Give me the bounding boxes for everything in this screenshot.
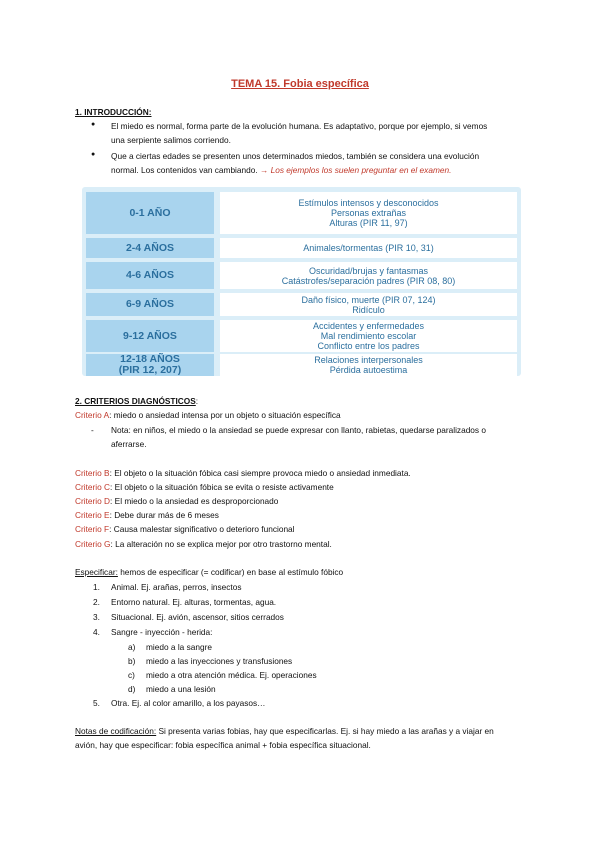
- criterion-text: : El miedo o la ansiedad es desproporcionado: [110, 496, 279, 506]
- sub-num: b): [128, 656, 136, 666]
- criteria-heading: 2. CRITERIOS DIAGNÓSTICOS: [75, 396, 196, 406]
- fear-text: Catástrofes/separación padres (PIR 08, 80): [281, 275, 456, 286]
- intro-bullet-1-line-2: una serpiente salimos corriendo.: [111, 135, 231, 145]
- fears-cell: [220, 293, 517, 316]
- sub-item: miedo a otra atención médica. Ej. operaciones: [146, 670, 317, 680]
- fears-cell: [220, 354, 517, 376]
- intro-bullet-2-text: normal. Los contenidos van cambiando.: [111, 165, 258, 175]
- criteria-heading-colon: :: [195, 396, 199, 406]
- note-dash: -: [91, 425, 94, 435]
- list-item: Animal. Ej. arañas, perros, insectos: [111, 582, 242, 592]
- age-cell: 0-1 AÑO: [86, 192, 214, 234]
- criterion-label: Criterio A: [75, 410, 110, 420]
- table-row: [82, 353, 521, 376]
- age-cell: [86, 354, 214, 376]
- fear-text: Estímulos intensos y desconocidos: [298, 198, 439, 208]
- specify-label: Especificar:: [75, 567, 118, 577]
- list-item: Situacional. Ej. avión, ascensor, sitios cerrados: [111, 612, 284, 622]
- specify-intro: [75, 567, 343, 578]
- fear-text: Alturas (PIR 11, 97): [329, 218, 408, 228]
- criterion-label: Criterio B: [75, 468, 110, 478]
- fear-text: Daño físico, muerte (PIR 07, 124): [301, 294, 436, 305]
- criterion-text: : La alteración no se explica mejor por otro trastorno mental.: [110, 539, 332, 549]
- bullet-dot: ●: [91, 151, 96, 158]
- age-cell: 2-4 AÑOS: [86, 238, 214, 258]
- sub-num: c): [128, 670, 135, 680]
- table-row: [82, 192, 521, 234]
- fears-cell: [220, 262, 517, 289]
- list-item: Entorno natural. Ej. alturas, tormentas, agua.: [111, 597, 277, 607]
- coding-text: Si presenta varias fobias, hay que especificarlas. Ej. si hay miedo a las arañas y a viajar en: [156, 726, 494, 736]
- criterion-b: [75, 468, 411, 479]
- criterion-f: [75, 524, 295, 535]
- exam-note: → Los ejemplos los suelen preguntar en el examen.: [259, 165, 452, 175]
- list-num: 3.: [93, 612, 100, 622]
- intro-heading: 1. INTRODUCCIÓN:: [75, 107, 152, 117]
- criterion-text: : miedo o ansiedad intensa por un objeto o situación específica: [109, 410, 341, 420]
- specify-text: hemos de especificar (= codificar) en base al estímulo fóbico: [117, 567, 344, 577]
- criterion-a-note-line-2: aferrarse.: [111, 439, 147, 449]
- list-num: 2.: [93, 597, 100, 607]
- age-pir-ref: (PIR 12, 207): [118, 364, 182, 376]
- age-cell: 6-9 AÑOS: [86, 293, 214, 316]
- fear-text: Conflicto entre los padres: [317, 341, 420, 351]
- sub-item: miedo a una lesión: [146, 684, 216, 694]
- criteria-heading-line: [75, 396, 198, 407]
- list-num: 1.: [93, 582, 100, 592]
- fear-text: Oscuridad/brujas y fantasmas: [308, 265, 429, 276]
- coding-notes-line-2: avión, hay que especificar: fobia específica animal + fobia específica situacional.: [75, 740, 371, 750]
- criterion-a: [75, 410, 341, 421]
- criterion-label: Criterio C: [75, 482, 111, 492]
- bullet-dot: ●: [91, 121, 96, 128]
- criterion-a-note-line-1: Nota: en niños, el miedo o la ansiedad se puede expresar con llanto, rabietas, quedarse paralizados o: [111, 425, 486, 435]
- fear-text: Animales/tormentas (PIR 10, 31): [303, 243, 434, 253]
- fears-cell: [220, 192, 517, 234]
- coding-notes-line-1: [75, 726, 494, 737]
- criterion-label: Criterio G: [75, 539, 111, 549]
- fears-cell: [220, 238, 517, 258]
- age-cell: 4-6 AÑOS: [86, 262, 214, 289]
- criterion-text: : Debe durar más de 6 meses: [109, 510, 219, 520]
- table-row: [82, 238, 521, 258]
- criterion-label: Criterio D: [75, 496, 111, 506]
- intro-bullet-2-line-2: [111, 165, 451, 176]
- fear-text: Ridículo: [352, 304, 385, 315]
- criterion-label: Criterio E: [75, 510, 110, 520]
- criterion-text: : El objeto o la situación fóbica se evita o resiste activamente: [110, 482, 334, 492]
- table-row: [82, 262, 521, 289]
- list-num: 4.: [93, 627, 100, 637]
- fears-cell: [220, 320, 517, 352]
- list-num: 5.: [93, 698, 100, 708]
- criterion-text: : Causa malestar significativo o deterioro funcional: [109, 524, 295, 534]
- criterion-d: [75, 496, 278, 507]
- page-title: TEMA 15. Fobia específica: [231, 78, 369, 90]
- intro-bullet-2-line-1: Que a ciertas edades se presenten unos determinados miedos, también se considera una evolución: [111, 151, 480, 161]
- fear-text: Accidentes y enfermedades: [312, 321, 425, 331]
- sub-num: a): [128, 642, 136, 652]
- criterion-c: [75, 482, 334, 493]
- table-row: [82, 293, 521, 316]
- criterion-e: [75, 510, 219, 521]
- age-fears-table: [82, 187, 521, 376]
- list-item: Otra. Ej. al color amarillo, a los payasos…: [111, 698, 266, 708]
- criterion-text: : El objeto o la situación fóbica casi siempre provoca miedo o ansiedad inmediata.: [109, 468, 411, 478]
- criterion-g: [75, 539, 332, 550]
- age-cell: 9-12 AÑOS: [86, 320, 214, 352]
- table-row: [82, 320, 521, 352]
- sub-num: d): [128, 684, 136, 694]
- list-item: Sangre - inyección - herida:: [111, 627, 213, 637]
- criterion-label: Criterio F: [75, 524, 110, 534]
- age-text: 12-18 AÑOS: [120, 353, 180, 365]
- fear-text: Mal rendimiento escolar: [320, 331, 417, 341]
- intro-bullet-1-line-1: El miedo es normal, forma parte de la evolución humana. Es adaptativo, porque por ejemplo, si vemos: [111, 121, 488, 131]
- sub-item: miedo a la sangre: [146, 642, 212, 652]
- fear-text: Personas extrañas: [330, 208, 407, 218]
- coding-label: Notas de codificación:: [75, 726, 157, 736]
- sub-item: miedo a las inyecciones y transfusiones: [146, 656, 293, 666]
- fear-text: Relaciones interpersonales: [314, 355, 423, 365]
- fear-text: Pérdida autoestima: [329, 365, 408, 375]
